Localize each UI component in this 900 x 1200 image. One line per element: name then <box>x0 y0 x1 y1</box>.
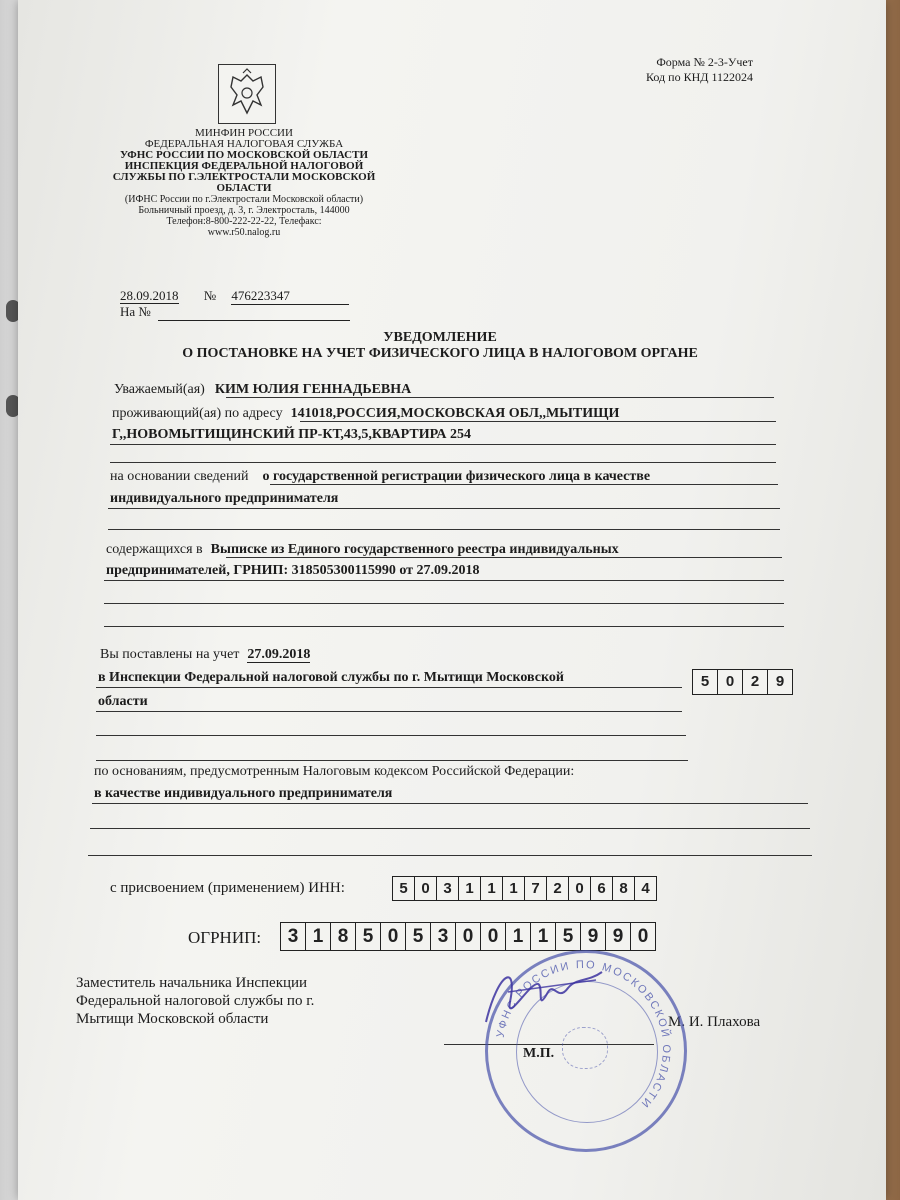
doc-subtitle: О ПОСТАНОВКЕ НА УЧЕТ ФИЗИЧЕСКОГО ЛИЦА В НАЛОГОВОМ ОРГАНЕ <box>182 346 698 361</box>
source-line-2: предпринимателей, ГРНИП: 318505300115990 от 27.09.2018 <box>106 563 480 578</box>
notice-sheet <box>18 0 886 1200</box>
basis-line-2: индивидуального предпринимателя <box>110 491 339 506</box>
inspection-line-1: в Инспекции Федеральной налоговой службы по г. Мытищи Московской <box>98 670 564 685</box>
doc-date-row <box>120 288 349 305</box>
ogrnip-digit: 9 <box>581 923 606 950</box>
inn-label: с присвоением (применением) ИНН: <box>110 880 345 896</box>
inn-boxes <box>392 876 657 901</box>
issuer-inspection-3: ОБЛАСТИ <box>216 182 272 194</box>
inn-digit: 0 <box>569 877 591 900</box>
ogrnip-boxes <box>280 922 656 951</box>
issuer-phone: Телефон:8-800-222-22-22, Телефакс: <box>166 216 322 227</box>
source-line-1: Выписке из Единого государственного реестра индивидуальных <box>210 542 619 557</box>
signer-position-line-3: Мытищи Московской области <box>76 1011 269 1027</box>
address-label: проживающий(ая) по адресу <box>112 406 283 421</box>
ogrnip-digit: 3 <box>281 923 306 950</box>
double-headed-eagle-icon <box>219 65 275 123</box>
issuer-website: www.r50.nalog.ru <box>207 227 281 238</box>
stamp-ring-label: УФНС РОССИИ ПО МОСКОВСКОЙ ОБЛАСТИ <box>494 958 673 1111</box>
inspection-line-2: области <box>98 694 148 709</box>
ogrnip-digit: 1 <box>306 923 331 950</box>
inn-digit: 0 <box>415 877 437 900</box>
basis-row <box>110 467 650 485</box>
registration-label: Вы поставлены на учет <box>100 647 240 662</box>
inn-digit: 4 <box>641 880 650 897</box>
ogrnip-digit: 0 <box>481 923 506 950</box>
ogrnip-digit: 5 <box>406 923 431 950</box>
addressee-label: Уважаемый(ая) <box>114 382 205 397</box>
code-digit: 0 <box>718 670 743 694</box>
ogrnip-digit: 5 <box>356 923 381 950</box>
inspection-code-boxes <box>692 669 793 695</box>
code-digit: 5 <box>693 670 718 694</box>
doc-date: 28.09.2018 <box>120 288 179 303</box>
issuer-address: Больничный проезд, д. 3, г. Электросталь, 144000 <box>138 205 350 216</box>
address-row <box>112 404 619 422</box>
signer-position-line-1: Заместитель начальника Инспекции <box>76 975 308 991</box>
registration-row <box>100 645 310 663</box>
ogrnip-digit: 1 <box>506 923 531 950</box>
issuer-service: ФЕДЕРАЛЬНАЯ НАЛОГОВАЯ СЛУЖБА <box>144 138 344 150</box>
inn-digit: 1 <box>503 877 525 900</box>
issuer-ministry: МИНФИН РОССИИ <box>195 127 293 139</box>
issuer-inspection-2: СЛУЖБЫ ПО Г.ЭЛЕКТРОСТАЛИ МОСКОВСКОЙ <box>112 171 376 183</box>
handwritten-signature <box>478 962 618 1032</box>
issuer-regional: УФНС РОССИИ ПО МОСКОВСКОЙ ОБЛАСТИ <box>119 149 368 161</box>
ogrnip-digit: 3 <box>431 923 456 950</box>
inn-digit: 6 <box>591 877 613 900</box>
source-label: содержащихся в <box>106 542 203 557</box>
code-digit: 2 <box>743 670 768 694</box>
coat-of-arms-emblem <box>218 64 276 124</box>
inn-digit: 2 <box>547 877 569 900</box>
form-number: Форма № 2-3-Учет <box>656 55 753 69</box>
reply-row <box>120 304 350 321</box>
code-digit: 9 <box>775 673 785 690</box>
knd-code: Код по КНД 1122024 <box>646 70 753 84</box>
ogrnip-digit: 0 <box>381 923 406 950</box>
ogrnip-label: ОГРНИП: <box>188 928 262 947</box>
addressee-row <box>114 380 411 398</box>
inn-digit: 7 <box>525 877 547 900</box>
issuer-inspection-1: ИНСПЕКЦИЯ ФЕДЕРАЛЬНОЙ НАЛОГОВОЙ <box>124 160 364 172</box>
reply-label: На № <box>120 304 151 319</box>
signer-name: М. И. Плахова <box>668 1014 761 1030</box>
issuer-block <box>94 128 394 238</box>
doc-number-label: № <box>203 288 217 303</box>
ogrnip-digit: 0 <box>456 923 481 950</box>
seal-place-label: М.П. <box>523 1046 555 1061</box>
inn-digit: 1 <box>481 877 503 900</box>
source-row <box>106 540 619 558</box>
issuer-short-name: (ИФНС России по г.Электростали Московской области) <box>124 194 364 205</box>
ogrnip-digit: 1 <box>531 923 556 950</box>
inn-digit: 3 <box>437 877 459 900</box>
basis-line-1: о государственной регистрации физического лица в качестве <box>262 469 651 484</box>
form-number-block <box>646 55 753 85</box>
inn-digit: 1 <box>459 877 481 900</box>
inn-digit: 8 <box>613 877 635 900</box>
signer-position <box>76 974 314 1028</box>
ogrnip-digit: 9 <box>606 923 631 950</box>
ogrnip-digit: 5 <box>556 923 581 950</box>
address-line-1: 141018,РОССИЯ,МОСКОВСКАЯ ОБЛ,,МЫТИЩИ <box>290 406 620 421</box>
reply-number <box>158 304 350 321</box>
grounds-value: в качестве индивидуального предпринимателя <box>94 786 393 801</box>
addressee-name: КИМ ЮЛИЯ ГЕННАДЬЕВНА <box>214 382 412 397</box>
inn-digit: 5 <box>393 877 415 900</box>
doc-number: 476223347 <box>231 288 349 305</box>
basis-label: на основании сведений <box>110 469 249 484</box>
address-line-2: Г,,НОВОМЫТИЩИНСКИЙ ПР-КТ,43,5,КВАРТИРА 254 <box>112 427 471 442</box>
signer-position-line-2: Федеральной налоговой службы по г. <box>76 993 315 1009</box>
ogrnip-digit: 0 <box>637 926 649 947</box>
grounds-label: по основаниям, предусмотренным Налоговым кодексом Российской Федерации: <box>94 764 575 779</box>
doc-title: УВЕДОМЛЕНИЕ <box>383 330 497 345</box>
ogrnip-digit: 8 <box>331 923 356 950</box>
registration-date: 27.09.2018 <box>247 647 311 662</box>
